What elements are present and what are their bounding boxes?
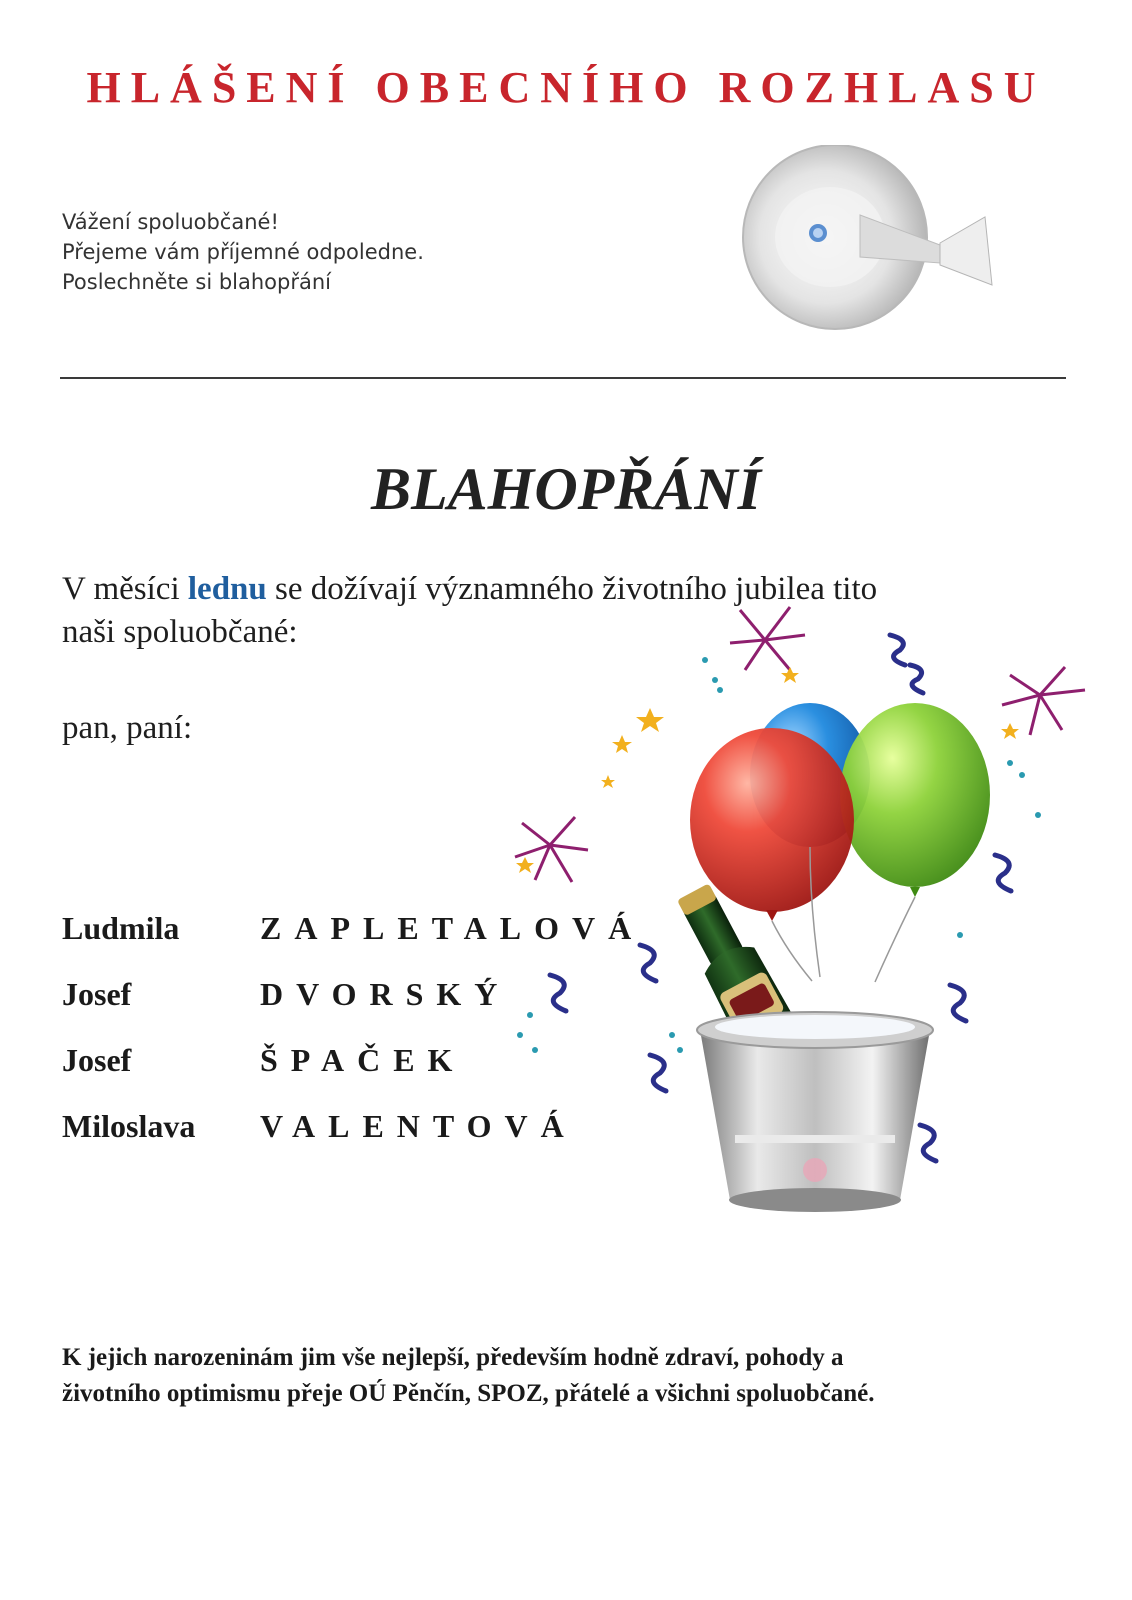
- closing-line: životního optimismu přeje OÚ Pěnčín, SPOZ, přátelé a všichni spoluobčané.: [62, 1380, 875, 1407]
- intro-text-start: V měsíci: [62, 571, 188, 607]
- balloon-green: [840, 703, 990, 897]
- last-name: ZAPLETALOVÁ: [260, 910, 645, 946]
- page-title: BLAHOPŘÁNÍ: [370, 456, 762, 522]
- last-name: VALENTOVÁ: [260, 1108, 577, 1144]
- first-name: Josef: [62, 1042, 132, 1078]
- intro-line-2: naši spoluobčané:: [62, 614, 298, 650]
- first-name: Josef: [62, 976, 132, 1012]
- first-name: Ludmila: [62, 910, 180, 946]
- greeting-text: [62, 207, 424, 297]
- greeting-line: Přejeme vám příjemné odpoledne.: [62, 240, 424, 264]
- ice-bucket: [697, 1012, 933, 1212]
- last-name: ŠPAČEK: [260, 1042, 466, 1078]
- closing-line: K jejich narozeninám jim vše nejlepší, především hodně zdraví, pohody a: [62, 1344, 844, 1371]
- announcement-header: HLÁŠENÍ OBECNÍHO ROZHLASU: [86, 63, 1046, 112]
- month-name: lednu: [187, 571, 267, 607]
- last-name: DVORSKÝ: [260, 976, 511, 1012]
- salutation: pan, paní:: [62, 710, 193, 746]
- first-name: Miloslava: [62, 1108, 196, 1144]
- greeting-line: Vážení spoluobčané!: [62, 210, 279, 234]
- closing-message: [62, 1340, 875, 1412]
- intro-text-end: se dožívají významného životního jubilea tito: [266, 571, 878, 607]
- divider-line: [60, 377, 1066, 379]
- balloon-red: [690, 728, 854, 921]
- greeting-line: Poslechněte si blahopřání: [62, 270, 331, 294]
- loudspeaker-icon: [740, 145, 1030, 355]
